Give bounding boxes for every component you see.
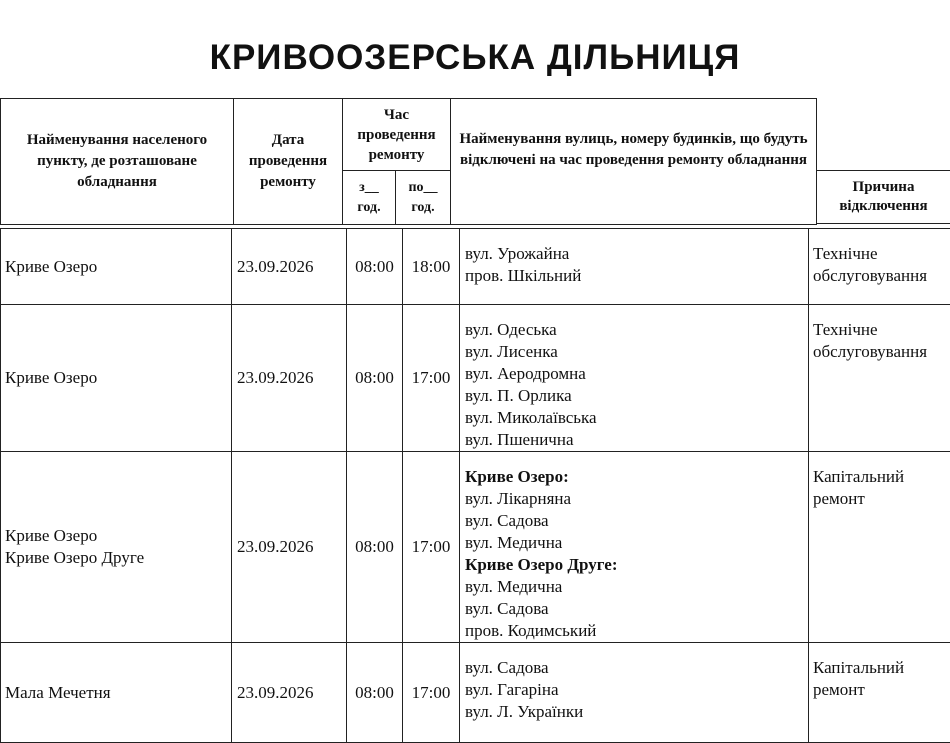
settlement-group-label: Криве Озеро: xyxy=(465,466,804,488)
header-to: по__ год. xyxy=(396,171,451,225)
time-from-cell: 08:00 xyxy=(347,229,403,305)
reason-cell xyxy=(809,643,950,743)
streets-cell xyxy=(460,305,809,452)
street-name: вул. Л. Українки xyxy=(465,701,804,723)
place-name: Криве Озеро xyxy=(5,256,227,278)
time-from-cell: 08:00 xyxy=(347,305,403,452)
schedule-table xyxy=(0,228,950,743)
place-name: Криве Озеро xyxy=(5,367,227,389)
place-name: Мала Мечетня xyxy=(5,682,227,704)
time-to-cell: 17:00 xyxy=(403,643,460,743)
time-from-cell: 08:00 xyxy=(347,643,403,743)
place-name: Криве Озеро Друге xyxy=(5,547,227,569)
reason-cell xyxy=(809,305,950,452)
street-name: вул. Садова xyxy=(465,598,804,620)
street-name: вул. Медична xyxy=(465,532,804,554)
street-name: пров. Шкільний xyxy=(465,265,804,287)
date-cell: 23.09.2026 xyxy=(232,643,347,743)
page-title: КРИВООЗЕРСЬКА ДІЛЬНИЦЯ xyxy=(0,38,950,78)
reason-text: обслуговування xyxy=(813,341,946,363)
place-cell xyxy=(1,305,232,452)
streets-cell xyxy=(460,643,809,743)
reason-text: Капітальний xyxy=(813,657,946,679)
header-date: Дата проведення ремонту xyxy=(234,99,343,225)
street-name: пров. Кодимський xyxy=(465,620,804,642)
header-place: Найменування населеного пункту, де розташоване обладнання xyxy=(1,99,234,225)
time-to-cell: 17:00 xyxy=(403,452,460,643)
date-cell: 23.09.2026 xyxy=(232,229,347,305)
street-name: вул. Лисенка xyxy=(465,341,804,363)
place-cell xyxy=(1,229,232,305)
place-cell xyxy=(1,452,232,643)
reason-text: ремонт xyxy=(813,679,946,701)
reason-cell xyxy=(809,452,950,643)
header-time: Час проведення ремонту xyxy=(343,99,451,171)
street-name: вул. Садова xyxy=(465,510,804,532)
street-name: вул. Садова xyxy=(465,657,804,679)
header-reason: Причина відключення xyxy=(816,170,950,224)
table-row xyxy=(1,452,950,643)
table-row xyxy=(1,643,950,743)
street-name: вул. Урожайна xyxy=(465,243,804,265)
time-to-cell: 17:00 xyxy=(403,305,460,452)
place-cell xyxy=(1,643,232,743)
date-cell: 23.09.2026 xyxy=(232,452,347,643)
street-name: вул. П. Орлика xyxy=(465,385,804,407)
street-name: вул. Медична xyxy=(465,576,804,598)
schedule-rows xyxy=(1,229,950,743)
street-name: вул. Одеська xyxy=(465,319,804,341)
street-name: вул. Лікарняна xyxy=(465,488,804,510)
table-row xyxy=(1,229,950,305)
reason-text: Технічне xyxy=(813,319,946,341)
time-from-cell: 08:00 xyxy=(347,452,403,643)
time-to-cell: 18:00 xyxy=(403,229,460,305)
reason-text: Капітальний xyxy=(813,466,946,488)
reason-text: Технічне xyxy=(813,243,946,265)
header-table xyxy=(0,98,817,225)
place-name: Криве Озеро xyxy=(5,525,227,547)
table-header xyxy=(0,98,950,226)
street-name: вул. Аеродромна xyxy=(465,363,804,385)
street-name: вул. Гагаріна xyxy=(465,679,804,701)
street-name: вул. Миколаївська xyxy=(465,407,804,429)
header-streets: Найменування вулиць, номеру будинків, що будуть відключені на час проведення ремонту обладнання xyxy=(451,99,817,225)
reason-text: ремонт xyxy=(813,488,946,510)
streets-cell xyxy=(460,452,809,643)
settlement-group-label: Криве Озеро Друге: xyxy=(465,554,804,576)
header-from: з__ год. xyxy=(343,171,396,225)
streets-cell xyxy=(460,229,809,305)
reason-cell xyxy=(809,229,950,305)
table-row xyxy=(1,305,950,452)
reason-text: обслуговування xyxy=(813,265,946,287)
date-cell: 23.09.2026 xyxy=(232,305,347,452)
street-name: вул. Пшенична xyxy=(465,429,804,451)
